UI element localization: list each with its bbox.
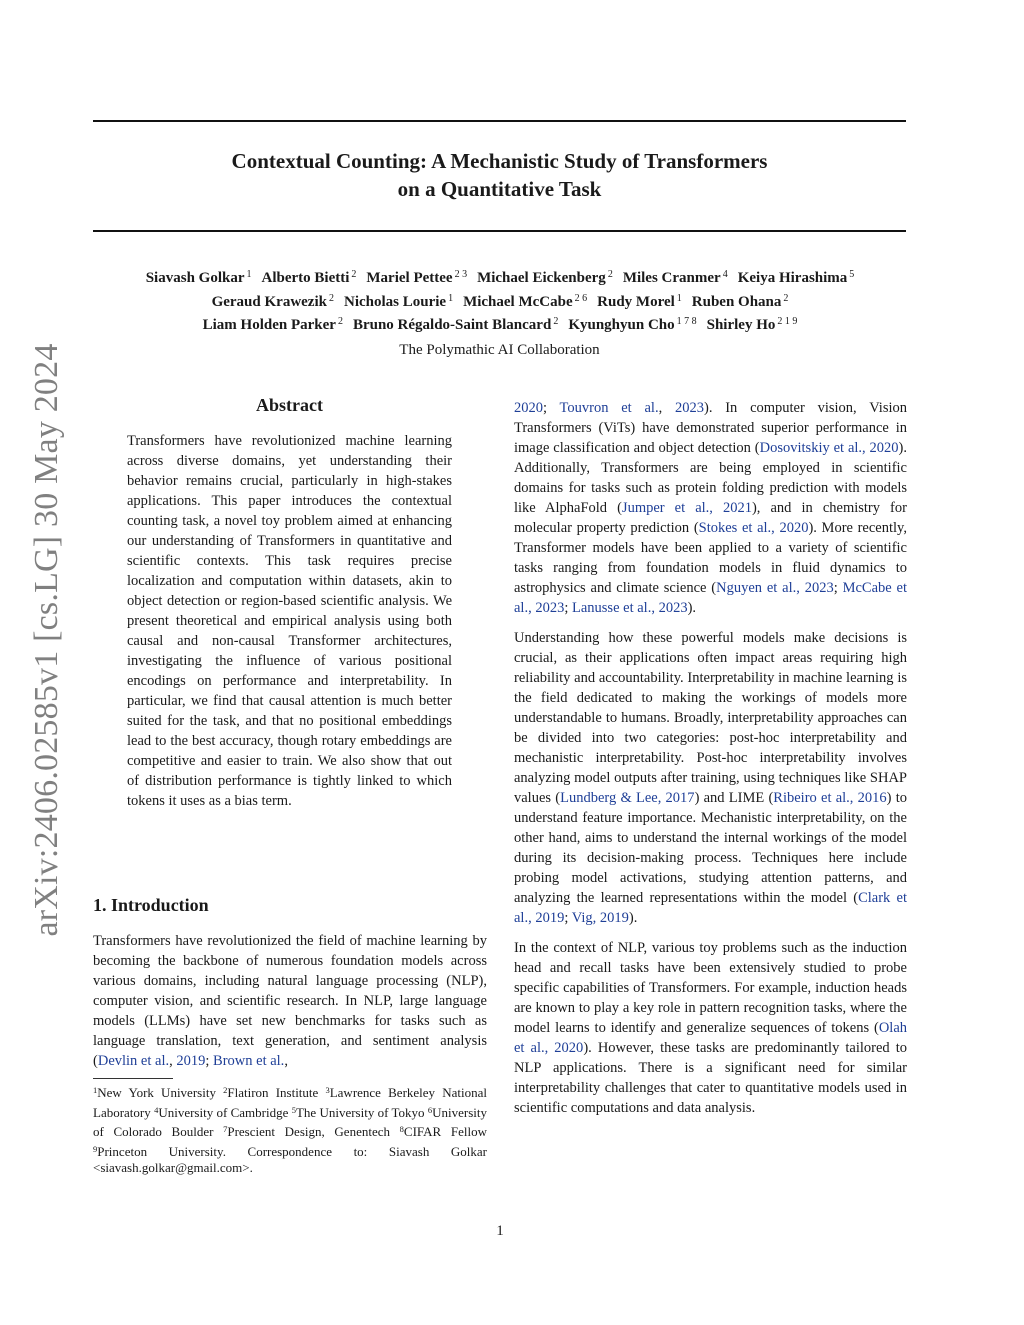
affiliations-footnote [93,1082,487,1177]
author [463,294,587,310]
abstract-text: Transformers have revolutionized machine learning across diverse domains, yet understanding their behavior remains crucial, particularly in high-stakes applications. This paper introduces the contextual counting task, a novel toy problem aimed at enhancing our understanding of Transformers in quantitative and scientific contexts. This task requires precise localization and computation within datasets, akin to object detection or region-based scientific analysis. We present theoretical and empirical analysis using both causal and non-causal Transformer architectures, investigating the influence of various positional encodings on performance and interpretability. In particular, we find that causal attention is much better suited for the task, and that no positional embeddings lead to the best accuracy, though rotary embeddings are competitive and easier to train. We also show that out of distribution performance is tightly linked to which tokens it uses as a bias term. [127,433,452,809]
author-name: Liam Holden Parker [202,317,336,333]
paragraph-text: ; [833,580,843,596]
title-rule-top [93,120,906,122]
paragraph-text: ). However, these tasks are predominantly tailored to NLP applications. There is a significant need for similar interpretability challenges that cater to quantitative models used in scientific computations and data analysis. [514,1040,908,1116]
citation-link[interactable]: Stokes et al., 2020 [698,520,809,536]
footnote-marker: 2 [223,1085,228,1095]
arxiv-identifier-stamp: arXiv:2406.02585v1 [cs.LG] 30 May 2024 [28,343,65,937]
author-line-1 [60,265,940,289]
author-name: Shirley Ho [706,317,776,333]
intro-paragraph [93,931,487,1071]
author-name: Rudy Morel [597,293,675,310]
author-affiliation-marker: 4 [722,269,728,280]
affiliation-text: University of Cambridge [158,1104,292,1120]
author-affiliation-marker: 2 3 [454,269,468,280]
page-number: 1 [496,1223,504,1239]
citation-link[interactable]: McCabe et al., 2023 [514,580,908,616]
right-paragraph-3 [514,938,907,1118]
author-name: Bruno Régaldo-Saint Blancard [352,317,552,333]
citation-link[interactable]: Ribeiro et al., 2016 [773,790,887,806]
paragraph-text: ; [543,400,560,416]
author-name: Miles Cranmer [622,270,721,286]
citation-link[interactable]: Clark et al., 2019 [514,890,908,926]
section-heading-introduction: 1. Introduction [93,895,209,915]
footnote-marker: 4 [154,1104,159,1115]
affiliation-text: University of Colorado Boulder [93,1104,487,1139]
author-affiliation-marker: 1 [676,292,682,304]
author [568,317,696,333]
footnote-rule [93,1078,173,1079]
intro-text: Transformers have revolutionized the field of machine learning by becoming the backbone of numerous foundation models across various domains, including natural language processing (NLP), computer vision, and scientific research. In NLP, large language models (LLMs) have set new benchmarks for tasks such as language translation, text generation, and sentiment analysis ( [93,933,487,1069]
right-paragraph-2 [514,628,907,928]
citation-link[interactable]: Jumper et al., 2021 [621,500,752,516]
title-line-1: Contextual Counting: A Mechanistic Study of Transformers [231,149,768,173]
footnote-marker: 8 [399,1124,404,1134]
author-affiliation-marker: 1 7 8 [676,316,697,327]
right-column [514,398,907,1128]
author-name: Michael Eickenberg [477,270,606,286]
author-name: Siavash Golkar [145,270,245,286]
author [366,270,467,286]
footnote-marker: 3 [325,1085,330,1095]
affiliation-text: CIFAR Fellow [403,1124,488,1139]
citation-link[interactable]: 2020 [514,400,543,416]
affiliation-text: Princeton University. Correspondence to: Siavash Golkar <siavash.golkar@gmail.com>. [93,1143,487,1175]
footnote-marker: 1 [93,1085,98,1095]
paragraph-text: ). [628,910,638,926]
footnote-marker: 6 [427,1104,433,1115]
author-affiliation-marker: 2 [337,316,343,327]
citation-link[interactable]: 2019 [176,1053,206,1069]
author-name: Alberto Bietti [261,270,350,286]
author-affiliation-marker: 2 1 9 [777,316,798,327]
author-affiliation-marker: 2 6 [574,292,588,304]
author-name: Mariel Pettee [366,270,453,286]
author-affiliation-marker: 2 [351,269,357,280]
right-paragraph-1 [514,398,907,618]
author [477,270,613,286]
affiliation-text: Prescient Design, Genentech [227,1124,400,1139]
author-list [60,265,940,336]
author-affiliation-marker: 1 [246,269,252,280]
paragraph-text: In the context of NLP, various toy problems such as the induction head and recall tasks have been extensively studied to probe specific capabilities of Transformers. For example, induction heads are known to play a key role in pattern recognition tasks, where the model learns to identify and generalize sequences of tokens ( [514,940,907,1036]
citation-link[interactable]: Lundberg & Lee, 2017 [560,790,695,806]
citation-link[interactable]: Olah et al., 2020 [514,1020,907,1056]
citation-link[interactable]: Brown et al. [213,1053,285,1069]
author [262,270,357,286]
paragraph-text: , [658,400,675,416]
author [353,317,558,333]
author-line-3 [60,312,940,336]
citation-link[interactable]: Devlin et al. [97,1053,170,1069]
affiliation-text: Lawrence Berkeley National Laboratory [93,1085,487,1120]
paragraph-text: ; [564,910,572,926]
author-affiliation-marker: 2 [607,269,613,280]
affiliation-text: The University of Tokyo [295,1104,428,1120]
citation-link[interactable]: 2023 [674,400,704,416]
author [623,270,728,286]
affiliation-text: New York University [97,1085,224,1100]
author [597,294,682,310]
author-name: Geraud Krawezik [211,293,327,310]
paragraph-text: ) and LIME ( [694,790,774,806]
author-line-2 [60,289,940,313]
author [738,270,855,286]
footnote-marker: 9 [93,1143,98,1154]
author [707,317,798,333]
author-affiliation-marker: 1 [448,292,454,304]
paragraph-text: ) to understand feature importance. Mechanistic interpretability, on the other hand, aims to understand the internal workings of the model during its decision-making process. Techniques here include probing model activations, studying attention patterns, and analyzing the learned representations within the model ( [514,790,908,906]
footnote-marker: 5 [291,1104,296,1115]
author-name: Ruben Ohana [691,293,782,310]
author-affiliation-marker: 5 [849,269,855,280]
citation-link[interactable]: Lanusse et al., 2023 [572,600,688,616]
author-name: Keiya Hirashima [737,270,848,286]
author-name: Nicholas Lourie [343,293,447,310]
intro-text: ; [205,1053,214,1069]
author-name: Kyunghyun Cho [568,317,675,333]
citation-link[interactable]: Dosovitskiy et al., 2020 [759,440,899,456]
author-affiliation-marker: 2 [328,292,334,304]
citation-link[interactable]: Nguyen et al., 2023 [716,580,834,596]
author [344,294,453,310]
author [146,270,252,286]
paper-title [93,147,906,203]
paragraph-text: ). [687,600,697,616]
footnote-marker: 7 [223,1124,228,1134]
author [212,294,334,310]
author [692,294,789,310]
author [203,317,343,333]
intro-text: , [169,1053,177,1069]
author-name: Michael McCabe [463,293,573,310]
citation-link[interactable]: Vig, 2019 [571,910,629,926]
abstract-heading: Abstract [256,395,323,415]
paragraph-text: ). More recently, Transformer models have been applied to a variety of scientific tasks ranging from foundation models in fluid dynamics to astrophysics and climate science ( [514,520,907,596]
collaboration-name: The Polymathic AI Collaboration [399,342,600,358]
paragraph-text: Understanding how these powerful models make decisions is crucial, as their applications often impact areas requiring high reliability and accountability. Interpretability in machine learning is the field dedicated to making the workings of models more understandable to humans. Broadly, interpretability approaches can be divided into two categories: post-hoc interpretability and mechanistic interpretability. Post-hoc interpretability involves analyzing model outputs after training, using techniques like SHAP values ( [514,630,907,806]
paragraph-text: ), and in chemistry for molecular property prediction ( [514,500,907,536]
affiliation-text: Flatiron Institute [227,1085,326,1100]
paragraph-text: ; [564,600,572,616]
title-rule-bottom [93,230,906,232]
intro-text: , [284,1053,288,1069]
author-affiliation-marker: 2 [783,292,789,304]
author-affiliation-marker: 2 [553,316,559,327]
paragraph-text: ). In computer vision, Vision Transformers (ViTs) have demonstrated superior performance in image classification and object detection ( [514,400,907,456]
paragraph-text: ). Additionally, Transformers are being employed in scientific domains for tasks such as protein folding prediction with models like AlphaFold ( [514,440,907,516]
citation-link[interactable]: Touvron et al. [559,400,659,416]
title-line-2: on a Quantitative Task [397,177,602,201]
